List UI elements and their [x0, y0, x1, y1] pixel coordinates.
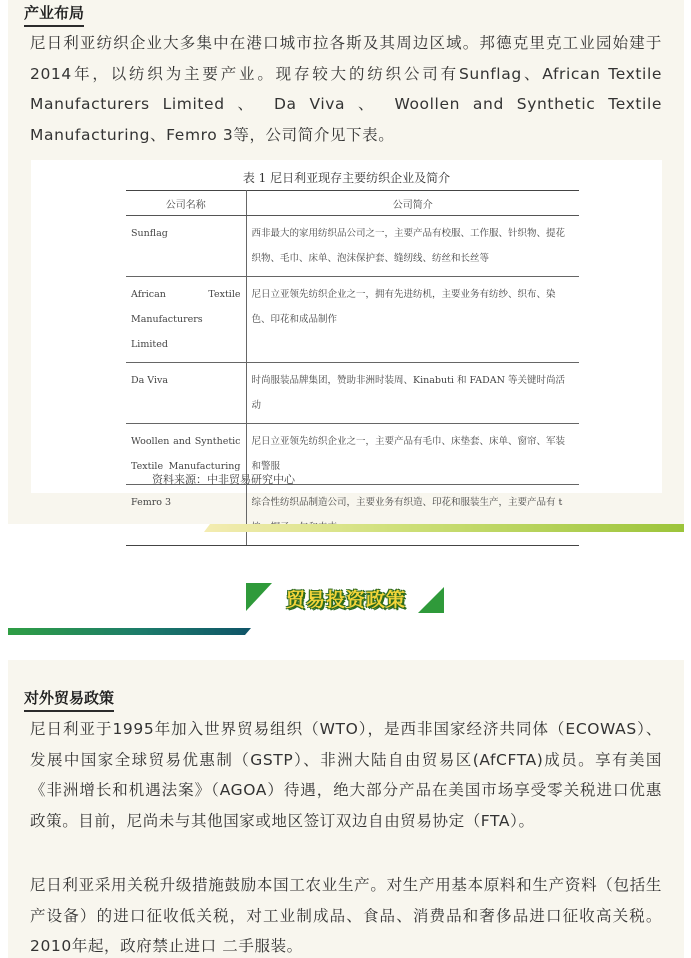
company-name: Femro 3 [126, 485, 246, 546]
company-desc: 时尚服装品牌集团，赞助非洲时装周、Kinabuti 和 FADAN 等关键时尚活动 [246, 363, 579, 424]
table-caption: 表 1 尼日利亚现存主要纺织企业及简介 [242, 171, 451, 185]
company-desc: 尼日立亚领先纺织企业之一，拥有先进纺机，主要业务有纺纱、织布、染色、印花和成品制作 [246, 277, 579, 363]
banner-title: 贸易投资政策 [285, 589, 406, 611]
company-name: African Textile Manufacturers Limited [126, 277, 246, 363]
table-source: 资料来源：中非贸易研究中心 [152, 473, 295, 486]
company-table [126, 190, 579, 546]
company-desc: 西非最大的家用纺织品公司之一，主要产品有校服、工作服、针织物、提花织物、毛巾、床单、泡沫保护套、缝纫线、纺丝和长丝等 [246, 216, 579, 277]
trade-paragraph-2: 尼日利亚采用关税升级措施鼓励本国工农业生产。对生产用基本原料和生产资料（包括生产设备）的进口征收低关税，对工业制成品、食品、消费品和奢侈品进口征收高关税。2010年起，政府禁止进口 二手服装。 [30, 876, 662, 956]
section-banner [246, 583, 446, 615]
trade-paragraph-1: 尼日利亚于1995年加入世界贸易组织（WTO），是西非国家经济共同体（ECOWAS）、发展中国家全球贸易优惠制（GSTP）、非洲大陆自由贸易区(AfCFTA)成员。享有美国《非洲增长和机遇法案》（AGOA）待遇，绝大部分产品在美国市场享受零关税进口优惠政策。目前，尼尚未与其他国家或地区签订双边自由贸易协定（FTA）。 [30, 720, 662, 830]
table-row [126, 277, 579, 363]
industry-paragraph: 尼日利亚纺织企业大多集中在港口城市拉各斯及其周边区域。邦德克里克工业园始建于2014年，以纺织为主要产业。现存较大的纺织公司有Sunflag、African Textile Manufacturers Limited 、 Da Viva 、 Woollen and Synthetic Textile Manufacturing、Femro 3等，公司简介见下表。 [30, 34, 662, 144]
company-desc: 尼日立亚领先纺织企业之一，主要产品有毛巾、床垫套、床单、窗帘、军装和警服 [246, 424, 579, 485]
header-company-desc: 公司简介 [246, 191, 579, 216]
table-row [126, 363, 579, 424]
table-row [126, 485, 579, 546]
table-row [126, 216, 579, 277]
industry-heading: 产业布局 [24, 3, 84, 27]
header-company-name: 公司名称 [126, 191, 246, 216]
banner-triangle-left-icon [246, 583, 272, 611]
company-name: Sunflag [126, 216, 246, 277]
trade-heading: 对外贸易政策 [24, 688, 114, 712]
company-name: Da Viva [126, 363, 246, 424]
table-header-row [126, 191, 579, 216]
decorative-stripe-bottom [8, 628, 251, 635]
table-figure [31, 160, 662, 508]
banner-triangle-right-icon [418, 587, 444, 613]
decorative-stripe-top [204, 524, 684, 532]
company-desc: 综合性纺织品制造公司，主要业务有织造、印花和服装生产，主要产品有 t [246, 485, 579, 546]
company-name: Woollen and Synthetic Textile Manufacturing [126, 424, 246, 485]
